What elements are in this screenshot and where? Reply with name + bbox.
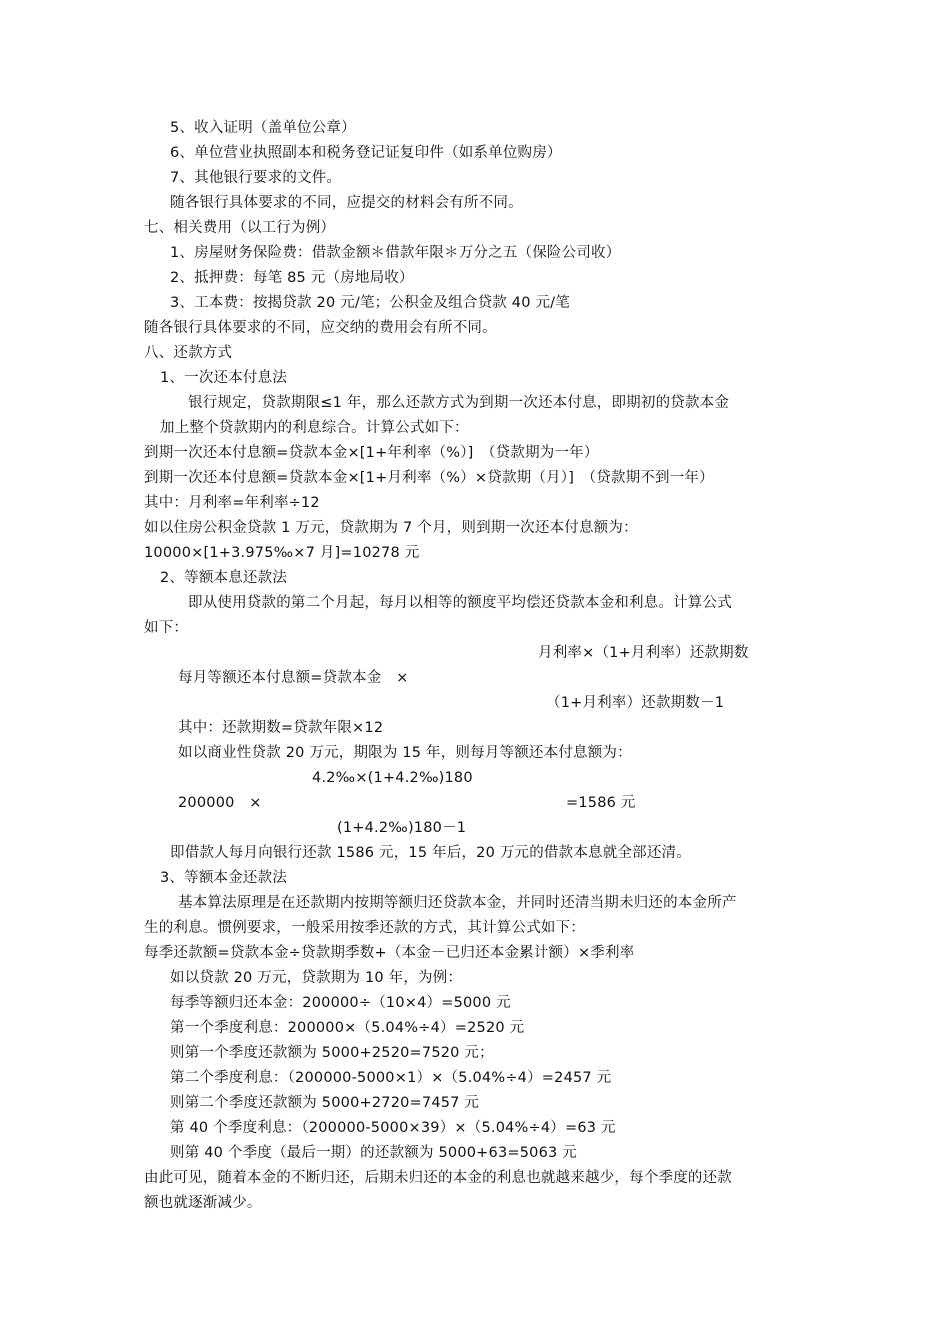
text-line: 如以住房公积金贷款 1 万元，贷款期为 7 个月，则到期一次还本付息额为：	[144, 520, 638, 536]
text-line: 随各银行具体要求的不同，应提交的材料会有所不同。	[170, 195, 523, 211]
formula-numerator: 4.2‰×(1+4.2‰)180	[312, 770, 473, 786]
text-line: 生的利息。惯例要求，一般采用按季还款的方式，其计算公式如下：	[144, 920, 585, 936]
text-line: 5、收入证明（盖单位公章）	[170, 120, 356, 136]
subsection-heading: 1、一次还本付息法	[160, 370, 288, 386]
text-line: 即借款人每月向银行还款 1586 元，15 年后，20 万元的借款本息就全部还清。	[170, 845, 691, 861]
formula-result: =1586 元	[566, 795, 636, 811]
text-line: 即从使用贷款的第二个月起，每月以相等的额度平均偿还贷款本金和利息。计算公式	[188, 595, 732, 611]
text-line: 1、房屋财务保险费：借款金额＊借款年限＊万分之五（保险公司收）	[170, 245, 621, 261]
formula-line: 200000 ×	[178, 795, 262, 811]
text-line: 如以贷款 20 万元，贷款期为 10 年，为例：	[170, 970, 463, 986]
formula-line: 第二个季度利息：（200000-5000×1）×（5.04%÷4）=2457 元	[170, 1070, 612, 1086]
formula-line: 则第一个季度还款额为 5000+2520=7520 元；	[170, 1045, 494, 1061]
section-heading: 七、相关费用（以工行为例）	[144, 220, 336, 236]
text-line: 其中：月利率=年利率÷12	[144, 495, 320, 511]
formula-line: 则第 40 个季度（最后一期）的还款额为 5000+63=5063 元	[170, 1145, 577, 1161]
formula-line: 10000×[1+3.975‰×7 月]=10278 元	[144, 545, 420, 561]
text-line: 银行规定，贷款期限≤1 年，那么还款方式为到期一次还本付息，即期初的贷款本金	[188, 395, 730, 411]
formula-line: 则第二个季度还款额为 5000+2720=7457 元	[170, 1095, 480, 1111]
text-line: 基本算法原理是在还款期内按期等额归还贷款本金，并同时还清当期未归还的本金所产	[178, 895, 737, 911]
text-line: 其中：还款期数=贷款年限×12	[178, 720, 384, 736]
text-line: 加上整个贷款期内的利息综合。计算公式如下：	[160, 420, 469, 436]
text-line: 随各银行具体要求的不同，应交纳的费用会有所不同。	[144, 320, 497, 336]
formula-denominator: (1+4.2‰)180－1	[337, 820, 467, 836]
text-line: 由此可见，随着本金的不断归还，后期未归还的本金的利息也就越来越少，每个季度的还款	[144, 1170, 732, 1186]
section-heading: 八、还款方式	[144, 345, 233, 361]
subsection-heading: 3、等额本金还款法	[160, 870, 288, 886]
text-line: 如下：	[144, 620, 189, 636]
formula-line: 第一个季度利息：200000×（5.04%÷4）=2520 元	[170, 1020, 525, 1036]
formula-line: 第 40 个季度利息：（200000-5000×39）×（5.04%÷4）=63 元	[170, 1120, 616, 1136]
text-line: 7、其他银行要求的文件。	[170, 170, 342, 186]
formula-line: 到期一次还本付息额=贷款本金×[1+年利率（%）] （贷款期为一年）	[144, 445, 599, 461]
formula-line: 每季还款额=贷款本金÷贷款期季数+（本金－已归还本金累计额）×季利率	[144, 945, 635, 961]
text-line: 额也就逐渐减少。	[144, 1195, 262, 1211]
formula-line: 每季等额归还本金：200000÷（10×4）=5000 元	[170, 995, 511, 1011]
text-line: 6、单位营业执照副本和税务登记证复印件（如系单位购房）	[170, 145, 562, 161]
formula-denominator: （1+月利率）还款期数－1	[546, 695, 725, 711]
text-line: 如以商业性贷款 20 万元，期限为 15 年，则每月等额还本付息额为：	[178, 745, 632, 761]
text-line: 2、抵押费：每笔 85 元（房地局收）	[170, 270, 414, 286]
formula-line: 每月等额还本付息额=贷款本金 ×	[178, 670, 409, 686]
text-line: 3、工本费：按揭贷款 20 元/笔；公积金及组合贷款 40 元/笔	[170, 295, 570, 311]
formula-numerator: 月利率×（1+月利率）还款期数	[538, 645, 749, 661]
subsection-heading: 2、等额本息还款法	[160, 570, 288, 586]
formula-line: 到期一次还本付息额=贷款本金×[1+月利率（%）×贷款期（月）] （贷款期不到一年）	[144, 470, 714, 486]
